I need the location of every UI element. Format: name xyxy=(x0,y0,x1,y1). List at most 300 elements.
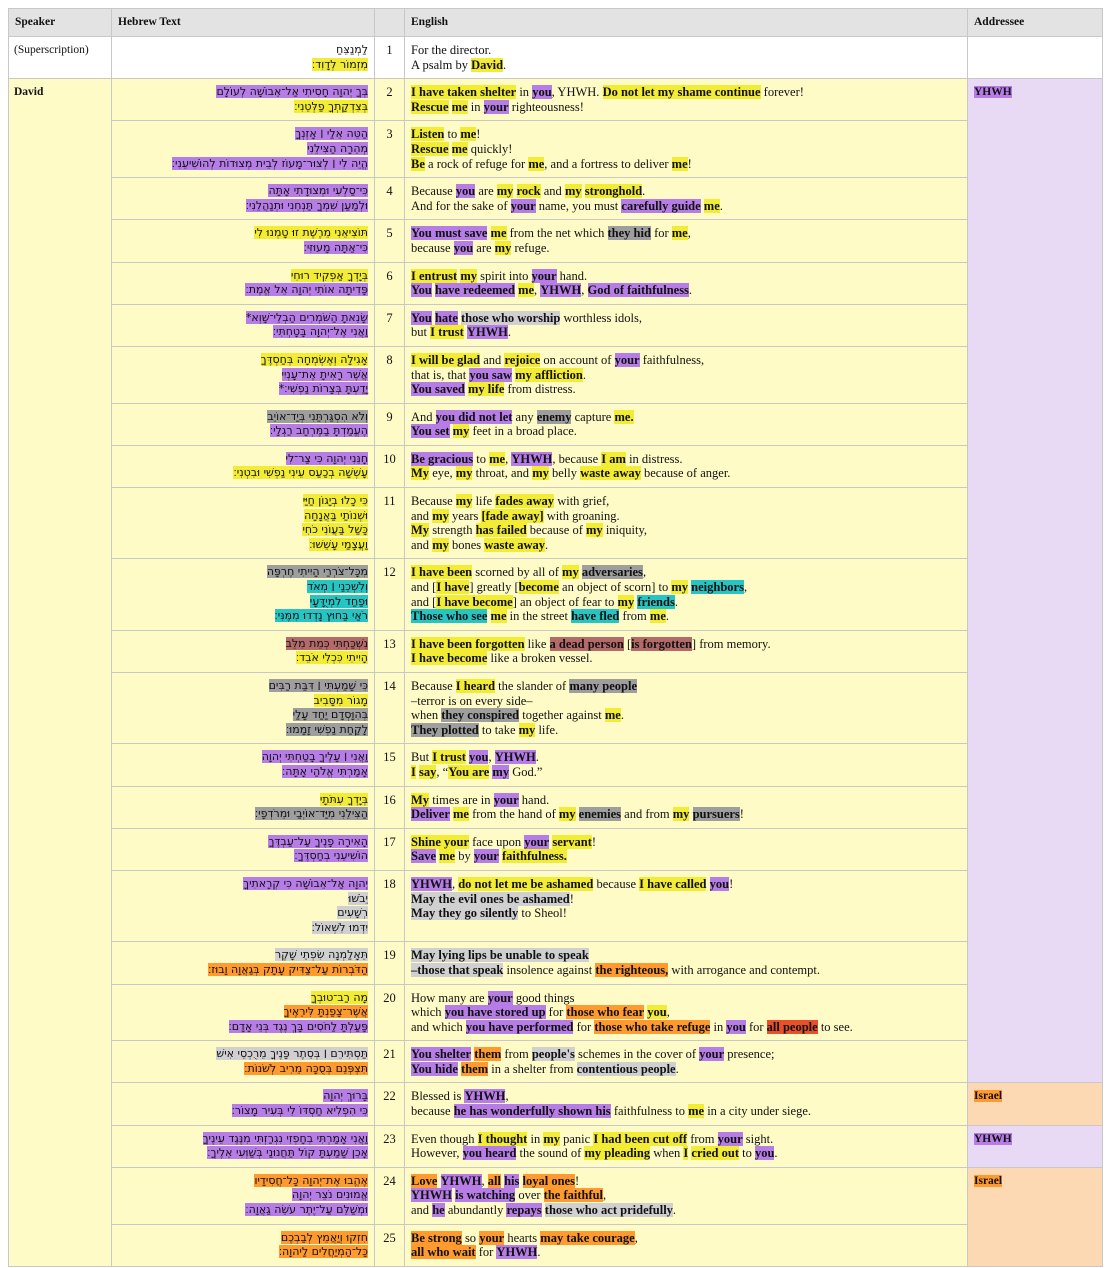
highlighted-phrase: my xyxy=(672,807,690,822)
hebrew-line: אֱמוּנִים נֹצֵר יְהוָה xyxy=(292,1188,368,1202)
speaker-cell: David xyxy=(9,79,112,1267)
hebrew-cell xyxy=(112,673,375,744)
speaker-cell: (Superscription) xyxy=(9,37,112,79)
highlighted-phrase: rejoice xyxy=(504,352,541,367)
highlighted-phrase: I am xyxy=(601,451,626,466)
hebrew-cell xyxy=(112,1083,375,1125)
hebrew-cell xyxy=(112,1125,375,1167)
hebrew-line: תִּצְפְּנֵם בְּסֻכָּה מֵרִיב לְשֹׁנוֹת׃ xyxy=(244,1061,368,1075)
hebrew-line: הַצִּילֵנִי מִיַּד־אוֹיְבַי וּמֵרֹדְפָי׃ xyxy=(254,807,368,821)
hebrew-line: וּשְׁנוֹתַי בַּאֲנָחָה xyxy=(304,508,368,522)
highlighted-phrase: those who take refuge xyxy=(594,1019,711,1034)
highlighted-phrase: I have become xyxy=(436,594,513,609)
highlighted-phrase: contentious people xyxy=(576,1061,676,1076)
table-row xyxy=(9,1041,1103,1083)
highlighted-phrase: me xyxy=(489,451,506,466)
highlighted-phrase: May lying lips be unable to speak xyxy=(411,948,589,963)
english-line: YHWH is watching over the faithful, xyxy=(411,1188,607,1203)
highlighted-phrase: do not let me be ashamed xyxy=(458,876,594,891)
english-line: I say, “You are my God.” xyxy=(411,764,543,779)
english-cell xyxy=(405,942,968,984)
highlighted-phrase: YHWH xyxy=(494,750,536,765)
table-row xyxy=(9,262,1103,304)
english-cell xyxy=(405,984,968,1041)
hebrew-line: הַדֹּבְרוֹת עַל־צַדִּיק עָתָק בְּגַאֲוָה וָבוּז׃ xyxy=(208,962,368,976)
hebrew-cell xyxy=(112,403,375,445)
hebrew-cell xyxy=(112,37,375,79)
highlighted-phrase: all who wait xyxy=(411,1245,476,1260)
highlighted-phrase: Do not let my shame continue xyxy=(602,85,761,100)
hebrew-cell xyxy=(112,786,375,828)
highlighted-phrase: me xyxy=(703,198,720,213)
english-line: because you are my refuge. xyxy=(411,240,550,255)
english-line: My times are in your hand. xyxy=(411,792,550,807)
highlighted-phrase: my affliction xyxy=(515,367,583,382)
hebrew-line: פָּעַלְתָּ לַחֹסִים בָּךְ נֶגֶד בְּנֵי אָדָם׃ xyxy=(228,1019,368,1033)
highlighted-phrase: I trust xyxy=(432,750,466,765)
highlighted-phrase: I have been xyxy=(411,565,473,580)
hebrew-cell xyxy=(112,262,375,304)
highlighted-phrase: You hide xyxy=(411,1061,458,1076)
english-line: and my bones waste away. xyxy=(411,537,549,552)
english-line: that is, that you saw my affliction. xyxy=(411,367,586,382)
highlighted-phrase: fades away xyxy=(495,494,555,509)
english-header: English xyxy=(405,9,968,37)
hebrew-line: הָאִירָה פָנֶיךָ עַל־עַבְדֶּךָ xyxy=(268,834,368,848)
hebrew-line: אֲשֶׁר רָאִיתָ אֶת־עָנְיִי xyxy=(281,367,368,381)
english-cell xyxy=(405,445,968,487)
english-line: Be strong so your hearts may take courage, xyxy=(411,1230,638,1245)
highlighted-phrase: your xyxy=(510,198,536,213)
table-row xyxy=(9,786,1103,828)
verse-number: 18 xyxy=(375,870,405,941)
highlighted-phrase: my xyxy=(452,424,470,439)
english-line: How many are your good things xyxy=(411,990,575,1005)
highlighted-phrase: neighbors xyxy=(691,580,744,595)
highlighted-phrase: me xyxy=(490,226,507,241)
verse-number: 14 xyxy=(375,673,405,744)
english-line: My strength has failed because of my iniquity, xyxy=(411,523,648,538)
highlighted-phrase: They plotted xyxy=(411,722,479,737)
highlighted-phrase: those who worship xyxy=(461,310,561,325)
hebrew-line: הַטֵּה אֵלַי ׀ אָזְנְךָ xyxy=(295,127,368,141)
highlighted-phrase: your xyxy=(473,849,499,864)
hebrew-line: וּלְמַעַן שִׁמְךָ תַּנְחֵנִי וּתְנַהֲלֵנִי׃ xyxy=(245,198,368,212)
english-line: Love YHWH, all his loyal ones! xyxy=(411,1173,580,1188)
hebrew-line: הֶעֱמַדְתָּ בַמֶּרְחָב רַגְלָי׃ xyxy=(269,424,368,438)
hebrew-cell xyxy=(112,870,375,941)
highlighted-phrase: I heard xyxy=(455,679,496,693)
highlighted-phrase: them xyxy=(474,1047,502,1062)
hebrew-line: הוֹשִׁיעֵנִי בְחַסְדֶּךָ׃ xyxy=(294,849,368,863)
hebrew-cell xyxy=(112,445,375,487)
english-line: I entrust my spirit into your hand. xyxy=(411,268,588,283)
highlighted-phrase: your xyxy=(717,1131,743,1146)
english-line: My eye, my throat, and my belly waste away because of anger. xyxy=(411,466,731,481)
highlighted-phrase: friends xyxy=(637,594,675,609)
hebrew-line: בְּיָדְךָ אַפְקִיד רוּחִי xyxy=(290,268,368,282)
addressee-label: Israel xyxy=(974,1174,1003,1187)
addressee-label: Israel xyxy=(974,1090,1003,1103)
addressee-label: YHWH xyxy=(974,86,1012,99)
highlighted-phrase: people's xyxy=(531,1047,575,1062)
english-line: I have become like a broken vessel. xyxy=(411,651,593,666)
highlighted-phrase: your xyxy=(479,1230,505,1245)
english-line: A psalm by David. xyxy=(411,57,507,72)
hebrew-cell xyxy=(112,488,375,559)
english-cell xyxy=(405,79,968,121)
hebrew-cell xyxy=(112,121,375,178)
verse-number: 10 xyxy=(375,445,405,487)
table-row xyxy=(9,630,1103,672)
highlighted-phrase: my xyxy=(564,184,582,199)
english-line: For the director. xyxy=(411,43,492,57)
hebrew-line: בְּיָדְךָ עִתֹּתָי xyxy=(319,792,368,806)
highlighted-phrase: my xyxy=(432,508,449,523)
highlighted-phrase: My xyxy=(411,792,430,807)
english-line: They plotted to take my life. xyxy=(411,722,559,737)
hebrew-line: כִּי כָלוּ בְיָגוֹן חַיַּי xyxy=(302,494,368,508)
highlighted-phrase: my xyxy=(671,580,689,595)
highlighted-phrase: I have been forgotten xyxy=(411,636,525,651)
hebrew-line: וַאֲנִי ׀ עָלֶיךָ בָטַחְתִּי יְהוָה xyxy=(261,750,368,764)
verse-number: 19 xyxy=(375,942,405,984)
highlighted-phrase: God of faithfulness xyxy=(587,283,689,298)
hebrew-line: עָשְׁשָׁה בְכַעַס עֵינִי נַפְשִׁי וּבִטְנִי׃ xyxy=(233,466,368,480)
highlighted-phrase: David xyxy=(471,57,504,72)
highlighted-phrase: your xyxy=(531,268,557,283)
highlighted-phrase: me xyxy=(439,849,456,864)
highlighted-phrase: my pleading xyxy=(584,1146,651,1161)
english-cell xyxy=(405,559,968,630)
highlighted-phrase: enemy xyxy=(536,409,572,424)
table-row xyxy=(9,79,1103,121)
highlighted-phrase: You shelter xyxy=(411,1047,472,1062)
verse-number: 3 xyxy=(375,121,405,178)
highlighted-phrase: YHWH xyxy=(496,1245,538,1260)
highlighted-phrase: May they go silently xyxy=(411,906,519,921)
highlighted-phrase: you xyxy=(647,1005,667,1020)
english-line: And you did not let any enemy capture me. xyxy=(411,409,634,424)
highlighted-phrase: May the evil ones be ashamed xyxy=(411,891,570,906)
hebrew-line: מִזְמוֹר לְדָוִד׃ xyxy=(312,57,368,71)
english-line: –those that speak insolence against the righteous, with arrogance and contempt. xyxy=(411,962,820,977)
english-cell xyxy=(405,178,968,220)
table-row xyxy=(9,220,1103,262)
english-line: Be a rock of refuge for me, and a fortress to deliver me! xyxy=(411,156,692,171)
table-row xyxy=(9,403,1103,445)
highlighted-phrase: me xyxy=(451,141,468,156)
english-line: Blessed is YHWH, xyxy=(411,1089,509,1104)
highlighted-phrase: YHWH xyxy=(411,876,452,891)
verse-number: 13 xyxy=(375,630,405,672)
highlighted-phrase: have redeemed xyxy=(434,283,515,298)
highlighted-phrase: his xyxy=(504,1173,520,1188)
table-row xyxy=(9,1125,1103,1167)
hebrew-cell xyxy=(112,178,375,220)
english-line: Rescue me in your righteousness! xyxy=(411,99,584,114)
highlighted-phrase: You set xyxy=(411,424,450,439)
hebrew-line: הֱיֵה לִי ׀ לְצוּר־מָעוֹז לְבֵית מְצוּדוֹת לְהוֹשִׁיעֵנִי׃ xyxy=(171,156,368,170)
hebrew-cell xyxy=(112,304,375,346)
table-row xyxy=(9,346,1103,403)
english-line: and my years [fade away] with groaning. xyxy=(411,508,620,523)
highlighted-phrase: hate xyxy=(434,310,458,325)
highlighted-phrase: you have performed xyxy=(465,1019,574,1034)
english-cell xyxy=(405,403,968,445)
highlighted-phrase: YHWH xyxy=(511,451,553,466)
table-row xyxy=(9,1224,1103,1266)
hebrew-line: בְּצִדְקָתְךָ פַלְּטֵנִי׃ xyxy=(294,99,368,113)
english-line: Even though I thought in my panic I had been cut off from your sight. xyxy=(411,1131,774,1146)
hebrew-cell xyxy=(112,79,375,121)
english-cell xyxy=(405,673,968,744)
highlighted-phrase: Save xyxy=(411,849,436,864)
english-line: I have taken shelter in you, YHWH. Do not let my shame continue forever! xyxy=(411,85,804,100)
hebrew-cell xyxy=(112,942,375,984)
english-cell xyxy=(405,786,968,828)
highlighted-phrase: I xyxy=(683,1146,689,1161)
verse-number: 7 xyxy=(375,304,405,346)
hebrew-line: *יָדַעְתָּ בְּצָרוֹת נַפְשִׁי׃ xyxy=(278,382,368,396)
highlighted-phrase: is watching xyxy=(455,1188,516,1203)
highlighted-phrase: pursuers xyxy=(692,807,740,822)
highlighted-phrase: you did not let xyxy=(435,409,513,424)
english-cell xyxy=(405,744,968,786)
hebrew-line: תַּסְתִּירֵם ׀ בְּסֵתֶר פָּנֶיךָ מֵרֻכְסֵי אִישׁ xyxy=(216,1047,368,1061)
hebrew-line: לָקַחַת נַפְשִׁי זָמָמוּ׃ xyxy=(286,722,368,736)
english-line: May they go silently to Sheol! xyxy=(411,906,567,921)
highlighted-phrase: [fade away] xyxy=(481,508,544,523)
verse-number: 22 xyxy=(375,1083,405,1125)
highlighted-phrase: my xyxy=(455,466,473,481)
hebrew-line: רְשָׁעִים xyxy=(337,906,368,920)
highlighted-phrase: you saw xyxy=(469,367,513,382)
verse-number: 11 xyxy=(375,488,405,559)
verse-number: 24 xyxy=(375,1167,405,1224)
english-line: Those who see me in the street have fled from me. xyxy=(411,609,669,624)
hebrew-cell xyxy=(112,1041,375,1083)
english-line: when they conspired together against me. xyxy=(411,708,624,723)
hebrew-line: בְּהִוָּסְדָם יַחַד עָלַי xyxy=(292,708,368,722)
highlighted-phrase: your xyxy=(614,352,640,367)
highlighted-phrase: My xyxy=(411,523,430,538)
highlighted-phrase: you xyxy=(453,240,474,255)
table-row xyxy=(9,828,1103,870)
hebrew-line: יִדְּמוּ לִשְׁאוֹל׃ xyxy=(311,920,368,934)
verse-number: 4 xyxy=(375,178,405,220)
addressee-cell xyxy=(968,1167,1103,1266)
hebrew-line: מָגוֹר מִסָּבִיב xyxy=(313,693,368,707)
english-line: However, you heard the sound of my pleading when I cried out to you. xyxy=(411,1146,778,1161)
highlighted-phrase: waste away xyxy=(484,537,546,552)
highlighted-phrase: You are xyxy=(448,764,490,779)
hebrew-line: וְלִשְׁכֵנַי ׀ מְאֹד xyxy=(307,580,368,594)
english-cell xyxy=(405,1224,968,1266)
hebrew-line: וַאֲנִי אֶל־יְהוָה בָּטָחְתִּי׃ xyxy=(272,325,368,339)
hebrew-line: הָיִיתִי כִּכְלִי אֹבֵד׃ xyxy=(295,651,368,665)
english-line: which you have stored up for those who fear you, xyxy=(411,1005,670,1020)
highlighted-phrase: carefully guide xyxy=(621,198,701,213)
highlighted-phrase: stronghold xyxy=(584,184,643,199)
highlighted-phrase: a dead person xyxy=(549,636,624,651)
highlighted-phrase: my xyxy=(617,594,635,609)
highlighted-phrase: Be gracious xyxy=(411,451,474,466)
highlighted-phrase: say xyxy=(419,764,437,779)
hebrew-line: אֲשֶׁר־צָפַנְתָּ לִּירֵאֶיךָ xyxy=(283,1005,368,1019)
highlighted-phrase: I entrust xyxy=(411,268,458,283)
english-line: You have redeemed me, YHWH, God of faithfulness. xyxy=(411,283,693,298)
hebrew-line: חָנֵּנִי יְהוָה כִּי צַר־לִי xyxy=(285,451,368,465)
highlighted-phrase: all people xyxy=(766,1019,818,1034)
addressee-cell xyxy=(968,1083,1103,1125)
highlighted-phrase: Be xyxy=(411,156,425,171)
table-row xyxy=(9,984,1103,1041)
highlighted-phrase: I trust xyxy=(430,325,464,340)
table-row xyxy=(9,942,1103,984)
english-line: but I trust YHWH. xyxy=(411,325,512,340)
highlighted-phrase: You xyxy=(411,283,432,298)
highlighted-phrase: my life xyxy=(467,382,505,397)
hebrew-line: כִּי הִפְלִיא חַסְדּוֹ לִי בְּעִיר מָצוֹר׃ xyxy=(231,1104,368,1118)
hebrew-cell xyxy=(112,984,375,1041)
hebrew-line: וְלֹא הִסְגַּרְתַּנִי בְּיַד־אוֹיֵב xyxy=(267,409,368,423)
highlighted-phrase: my xyxy=(518,722,536,737)
highlighted-phrase: waste away xyxy=(580,466,641,481)
addressee-label: YHWH xyxy=(974,1132,1012,1145)
english-line: I have been scorned by all of my adversaries, xyxy=(411,565,647,580)
highlighted-phrase: I had been cut off xyxy=(593,1131,688,1146)
highlighted-phrase: they conspired xyxy=(441,708,520,723)
hebrew-line: *שָׂנֵאתָ הַשֹּׁמְרִים הַבְלֵי־שָׁוְא xyxy=(245,310,368,324)
highlighted-phrase: YHWH xyxy=(540,283,582,298)
highlighted-phrase: I have become xyxy=(411,651,488,666)
hebrew-line: מְהֵרָה הַצִּילֵנִי xyxy=(307,141,368,155)
english-line: I will be glad and rejoice on account of your faithfulness, xyxy=(411,352,705,367)
highlighted-phrase: –those that speak xyxy=(411,962,504,977)
highlighted-phrase: You must save xyxy=(411,226,488,241)
english-line: May the evil ones be ashamed! xyxy=(411,891,574,906)
english-line: and which you have performed for those who take refuge in you for all people to see. xyxy=(411,1019,853,1034)
highlighted-phrase: You saved xyxy=(411,382,465,397)
english-cell xyxy=(405,37,968,79)
highlighted-phrase: You xyxy=(411,310,432,325)
highlighted-phrase: I have taken shelter xyxy=(411,85,517,100)
table-row xyxy=(9,37,1103,79)
highlighted-phrase: YHWH xyxy=(466,325,508,340)
highlighted-phrase: me xyxy=(671,156,688,171)
highlighted-phrase: Rescue xyxy=(411,99,449,114)
verse-number: 15 xyxy=(375,744,405,786)
hebrew-line: אָמַרְתִּי אֱלֹהַי אָתָּה׃ xyxy=(282,764,368,778)
hebrew-line: כִּי־סַלְעִי וּמְצוּדָתִי אָתָּה xyxy=(268,184,368,198)
table-row xyxy=(9,445,1103,487)
highlighted-phrase: you have stored up xyxy=(444,1005,546,1020)
highlighted-phrase: the righteous, xyxy=(595,962,669,977)
highlighted-phrase: Love xyxy=(411,1173,438,1188)
english-cell xyxy=(405,630,968,672)
highlighted-phrase: me xyxy=(453,807,469,822)
english-line: and [I have become] an object of fear to my friends. xyxy=(411,594,678,609)
highlighted-phrase: Shine your xyxy=(411,834,470,849)
english-line: Because you are my rock and my stronghold. xyxy=(411,184,646,199)
highlighted-phrase: me xyxy=(671,226,688,241)
hebrew-cell xyxy=(112,1224,375,1266)
english-cell xyxy=(405,1083,968,1125)
hebrew-header: Hebrew Text xyxy=(112,9,375,37)
hebrew-line: יֵבֹשׁוּ xyxy=(348,891,368,905)
english-line xyxy=(411,948,961,963)
english-cell xyxy=(405,1041,968,1083)
hebrew-line: מָה רַב־טוּבְךָ xyxy=(310,990,368,1004)
highlighted-phrase: faithfulness. xyxy=(501,849,567,864)
english-line: –terror is on every side– xyxy=(411,693,533,708)
table-row xyxy=(9,178,1103,220)
highlighted-phrase: my xyxy=(562,565,579,580)
highlighted-phrase: you xyxy=(709,876,730,891)
english-line: and he abundantly repays those who act pridefully. xyxy=(411,1203,677,1218)
verse-number: 5 xyxy=(375,220,405,262)
english-line: Be gracious to me, YHWH, because I am in distress. xyxy=(411,451,683,466)
english-line: You must save me from the net which they hid for me, xyxy=(411,226,691,241)
english-line: and [I have] greatly [become an object of scorn] to my neighbors, xyxy=(411,580,748,595)
verse-number-header xyxy=(375,9,405,37)
highlighted-phrase: me xyxy=(688,1104,705,1119)
highlighted-phrase: your xyxy=(524,834,550,849)
english-line: You hide them in a shelter from contentious people. xyxy=(411,1061,679,1076)
hebrew-line: כָּשַׁל בַּעֲוֹנִי כֹחִי xyxy=(302,523,368,537)
hebrew-line: אָכֵן שָׁמַעְתָּ קוֹל תַּחֲנוּנַי בְּשַׁוְּעִי אֵלֶיךָ׃ xyxy=(207,1146,368,1160)
hebrew-line: יְהוָה אַל־אֵבוֹשָׁה כִּי קְרָאתִיךָ xyxy=(243,876,368,890)
highlighted-phrase: Deliver xyxy=(411,807,450,822)
hebrew-line: בָּרוּךְ יְהוָה xyxy=(323,1089,368,1103)
hebrew-line: פָּדִיתָה אוֹתִי יְהוָה אֵל אֱמֶת׃ xyxy=(245,283,368,297)
table-row xyxy=(9,744,1103,786)
english-line: Because I heard the slander of many people xyxy=(411,679,638,693)
highlighted-phrase: YHWH xyxy=(411,1188,452,1203)
highlighted-phrase: I will be glad xyxy=(411,352,481,367)
english-line: Listen to me! xyxy=(411,127,481,142)
hebrew-line: כִּי שָׁמַעְתִּי ׀ דִּבַּת רַבִּים xyxy=(268,679,368,692)
highlighted-phrase: my xyxy=(586,523,603,538)
english-line: Deliver me from the hand of my enemies and from my pursuers! xyxy=(411,807,744,822)
highlighted-phrase: servant xyxy=(552,834,592,849)
hebrew-cell xyxy=(112,220,375,262)
english-cell xyxy=(405,121,968,178)
addressee-cell xyxy=(968,1125,1103,1167)
highlighted-phrase: you xyxy=(754,1146,775,1161)
highlighted-phrase: Rescue xyxy=(411,141,449,156)
english-cell xyxy=(405,220,968,262)
hebrew-cell xyxy=(112,1167,375,1224)
verse-number: 9 xyxy=(375,403,405,445)
highlighted-phrase: my xyxy=(492,764,510,779)
highlighted-phrase: I thought xyxy=(477,1131,528,1146)
highlighted-phrase: me xyxy=(649,609,666,624)
hebrew-line: וּפַחַד לִמְיֻדָּעָי xyxy=(309,594,368,608)
highlighted-phrase: many people xyxy=(569,679,638,693)
highlighted-phrase: you xyxy=(726,1019,746,1034)
verse-number: 12 xyxy=(375,559,405,630)
highlighted-phrase: have fled xyxy=(571,609,620,624)
highlighted-phrase: my xyxy=(543,1131,560,1146)
english-line: Shine your face upon your servant! xyxy=(411,834,597,849)
highlighted-phrase: cried out xyxy=(691,1146,739,1161)
table-row xyxy=(9,673,1103,744)
highlighted-phrase: your xyxy=(487,990,513,1005)
highlighted-phrase: YHWH xyxy=(440,1173,482,1188)
english-cell xyxy=(405,828,968,870)
